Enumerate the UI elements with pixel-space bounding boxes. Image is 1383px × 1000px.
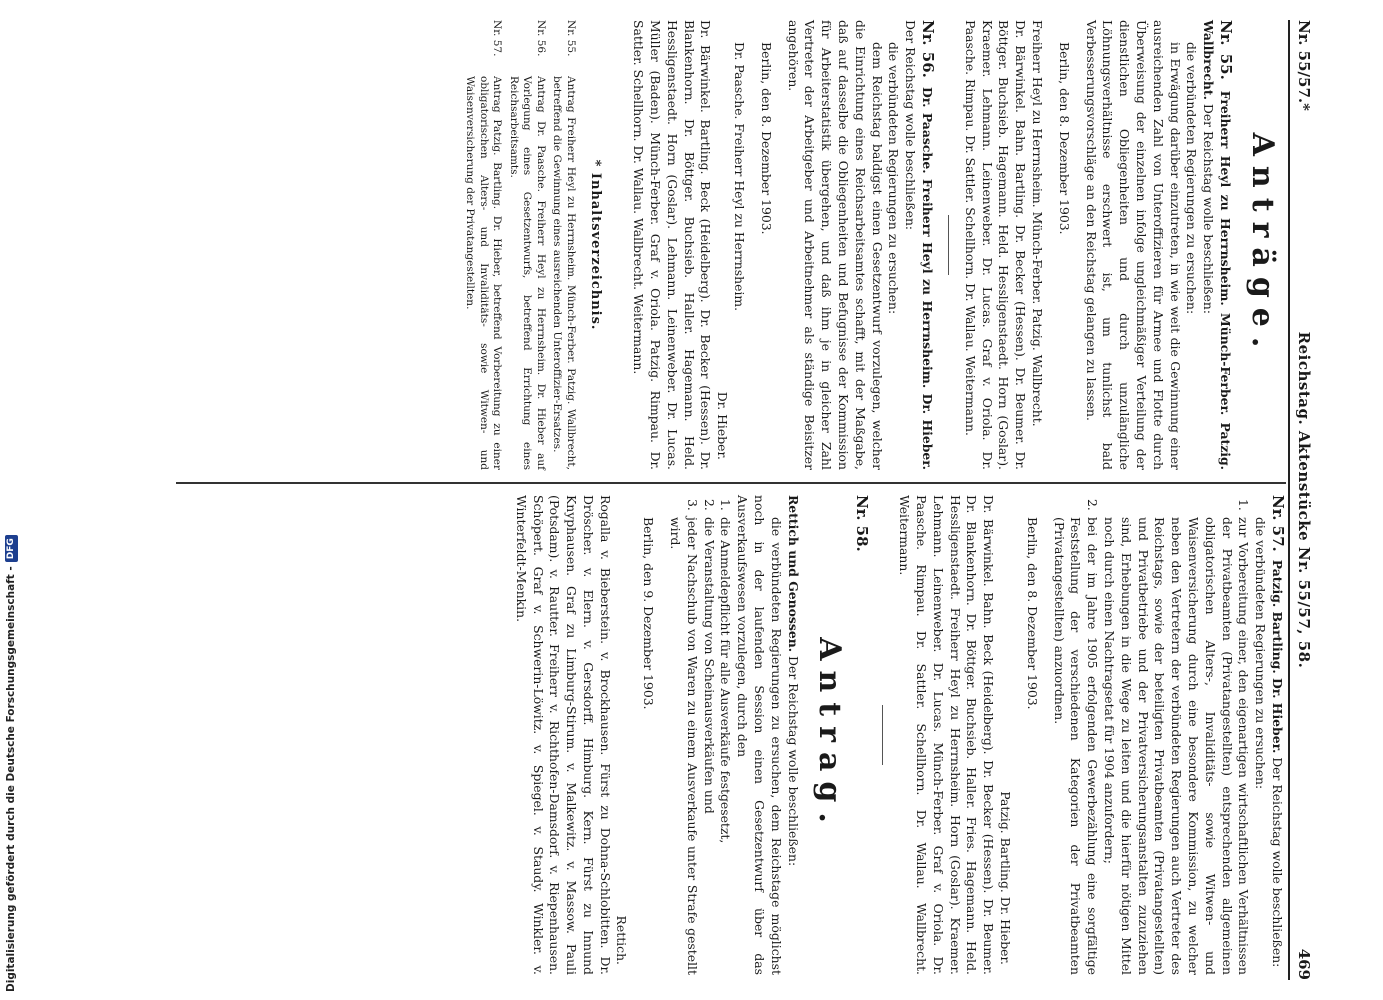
digitization-credit [4,2,18,992]
entry-signers: Patzig. Bartling. Dr. Hieber. [998,791,1014,965]
section-title-antrag: Antrag. [811,637,847,833]
entry-number: Nr. 55. [1217,20,1235,80]
entry-signers-2: Dr. Hieber. [715,391,731,460]
entry-heading [1199,20,1234,470]
entry-resolution: Der Reichstag wolle beschließen: [785,656,801,867]
entry-heading [1268,495,1286,975]
entry-cosigners: Dr. Bärwinkel. Bartling. Beck (Heidelberg). Dr. Becker (Hessen). Dr. Blankenhorn. Dr. Böttger. Buchsieb. Haller. Hagemann. Held. Hessligenstaedt. Horn (Goslar). Lehmann. Leinenweber. Dr. Lucas. Müller (Baden). Münch-Ferber. Graf v. Oriola. Patzig. Rimpau. Dr. Sattler. Schellhorn. Dr. Wallau. Wallbrecht. Weitermann. [631,20,714,470]
entry-authors: Rettich und Genossen. [785,495,801,653]
entry-cosigners: Dr. Bärwinkel. Bahn. Bartling. Dr. Becker (Hessen). Dr. Beumer. Dr. Böttger. Buchsieb. Hagemann. Held. Hessligenstaedt. Horn (Goslar). Kraemer. Lehmann. Leinenweber. Dr. Lucas. Graf v. Oriola. Dr. Paasche. Rimpau. Dr. Sattler. Schellhorn. Dr. Wallau. Weitermann. [962,20,1029,470]
credit-text: Digitalisierung gefördert durch die Deutsche Forschungsgemeinschaft - [5,566,17,992]
entry-authors: Freiherr Heyl zu Herrnsheim. Münch-Ferber. Patzig. Wallbrecht. [1201,20,1233,470]
page-number: 469 [1295,948,1314,980]
toc-item-number: Nr. 55. [564,20,577,57]
toc-item [506,20,547,470]
list-item [1100,495,1251,975]
list-item-number: 3. [684,499,700,511]
toc-item [550,20,577,470]
entry-authors: Patzig. Bartling. Dr. Hieber. [1270,559,1285,754]
entry-signers: Dr. Paasche. Freiherr Heyl zu Herrnsheim. [732,42,748,312]
header-title: Reichstag. Aktenstücke Nr. 55/57, 58. [1295,331,1314,669]
toc-item-number: Nr. 57. [491,20,504,57]
section-title-antraege: Anträge. [1245,132,1280,358]
entry-heading [901,20,936,470]
list-item-text: jeder Nachschub von Waren zu einem Ausverkaufe unter Strafe gestellt wird. [668,517,700,975]
entry-resolution: Der Reichstag wolle beschließen: [903,20,919,231]
list-item-text: die Anmeldepflicht für alle Ausverkäufe festgesetzt, [718,517,734,844]
entry-date: Berlin, den 8. Dezember 1903. [758,42,774,235]
column-divider [176,482,1286,484]
list-item [1050,495,1100,975]
separator-rule [882,705,883,765]
list-item [666,495,700,975]
scanned-page [72,0,1332,1000]
toc-item-number: Nr. 56. [534,20,547,57]
entry-heading-2 [784,495,801,975]
toc-item-text: Antrag Dr. Paasche. Freiherr Heyl zu Herrnsheim. Dr. Hieber auf Vorlegung eines Gesetzentwurfs, betreffend Errichtung eines Reichsarbeitsamts. [507,76,547,470]
entry-number: Nr. 57. [1269,495,1287,552]
list-item-number: 2. [1085,499,1101,511]
entry-resolution: Der Reichstag wolle beschließen: [1270,757,1285,968]
entry-body: die verbündeten Regierungen zu ersuchen, dem Reichstage möglichst noch in der laufenden Session einen Gesetzentwurf über das Ausverkaufswesen vorzulegen, durch den [735,495,784,975]
list-item-number: 1. [718,499,734,511]
list-item-text: zur Vorbereitung einer, den eigenartigen wirtschaftlichen Verhältnissen der Privatbeamten (Privatangestellten) entsprechenden allgemeinen obligatorischen Alters-, Invaliditäts- sowie Witwen- und Waisenversicherung durch eine besondere Kommission, zu welcher neben den Vertretern der verbündeten Regierungen auch Vertreter des Reichstags, sowie der beteiligten Privatbeamten (Privatangestellten) und Privatbetriebe und der Privatversicherungsanstalten zuzuziehen sind, Erhebungen in die Wege zu leiten und die hierfür nötigen Mittel noch durch einen Nachtragsetat für 1904 anzufordern; [1102,517,1252,975]
entry-nr58 [512,495,871,975]
entry-body: dem Reichstag baldigst einen Gesetzentwurf vorzulegen, welcher die Einrichtung eines Reichsarbeitsamtes schafft, mit der Maßgabe, daß auf dasselbe die Obliegenheiten und Befugnisse der Kommission für Arbeiterstatistik übergehen, und daß ihm je in gleicher Zahl Vertreter der Arbeitgeber und Arbeitnehmer als ständige Beisitzer angehören. [785,20,885,470]
entry-cosigners: Dr. Bärwinkel. Bahn. Beck (Heidelberg). Dr. Becker (Hessen). Dr. Beumer. Dr. Blankenhorn. Dr. Böttger. Buchsieb. Haller. Fries. Hagemann. Held. Hessligenstaedt. Freiherr Heyl zu Herrnsheim. Horn (Goslar). Kraemer. Lehmann. Leinenweber. Dr. Lucas. Münch-Ferber. Graf v. Oriola. Dr. Paasche. Rimpau. Dr. Sattler. Schellhorn. Dr. Wallau. Wallbrecht. Weitermann. [897,495,997,975]
entry-number: Nr. 56. [919,20,938,78]
entry-date: Berlin, den 9. Dezember 1903. [641,517,657,710]
list-item [717,495,734,975]
left-column [96,20,1286,470]
entry-nr55 [961,20,1234,470]
toc-item-text: Antrag Freiherr Heyl zu Herrnsheim. Münch-Ferber. Patzig. Wallbrecht, betreffend die Gewinnung eines ausreichenden Unteroffizier-Ersatzes. [551,76,577,470]
separator-rule [948,215,949,275]
entry-nr57 [895,495,1286,975]
dfg-logo: DFG [5,535,18,562]
entry-request: die verbündeten Regierungen zu ersuchen: [886,42,902,315]
entry-heading [853,495,871,975]
entry-resolution: Der Reichstag wolle beschließen: [1201,103,1217,315]
entry-signer: Rettich. [614,915,630,965]
toc-item-text: Antrag Patzig. Bartling. Dr. Hieber, betreffend Vorbereitung zu einer obligatorischen Alters- und Invaliditäts- sowie Witwen- und Waisenversicherung der Privatangestellten. [464,76,504,470]
right-column [96,495,1286,975]
list-item-text: die Veranstaltung von Scheinausverkäufen und [701,517,717,814]
list-item [700,495,717,975]
list-item-number: 2. [701,499,717,511]
entry-cosigners: Rogalla v. Bieberstein. v. Brockhausen. Fürst zu Dohna-Schlobitten. Dr. Dröscher. v. Elern. v. Gersdorff. Himburg. Kern. Fürst zu Innund Knyphausen. Graf zu Limburg-Stirum. v. Malkewitz. v. Massow. Pauli (Potsdam). v. Rautter. Freiherr v. Richthofen-Damsdorf. v. Riepenhausen. Schöpert. Graf v. Schwerin-Löwitz. v. Spiegel. v. Staudy. Winkler. v. Winterfeldt-Menkin. [513,495,613,975]
header-left: Nr. 55/57.* [1295,20,1314,111]
entry-signers: Freiherr Heyl zu Herrnsheim. Münch-Ferber. Patzig. Wallbrecht. [1030,20,1046,427]
entry-authors: Dr. Paasche. Freiherr Heyl zu Herrnsheim. Dr. Hieber. [920,86,936,470]
entry-number: Nr. 58. [853,495,872,552]
entry-request: die verbündeten Regierungen zu ersuchen: [1253,517,1269,790]
page-header [1288,20,1318,980]
entry-body: in Erwägung darüber einzutreten, in wie weit die Gewinnung einer ausreichenden Zahl von Unteroffizieren für Armee und Flotte durch Überweisung der einzelnen infolge ungleichmäßiger Verteilung der dienstlichen Obliegenheiten und durch unzulängliche Löhnungsverhältnisse erschwert ist, um tunlichst bald Verbesserungsvorschläge an den Reichstag gelangen zu lassen. [1083,20,1183,470]
entry-date: Berlin, den 8. Dezember 1903. [1024,517,1040,710]
list-item-number: 1. [1236,499,1252,511]
entry-request: die verbündeten Regierungen zu ersuchen: [1184,42,1200,315]
list-item-text: bei der im Jahre 1905 erfolgenden Gewerbezählung eine sorgfältige Feststellung der verschiedenen Kategorien der Privatbeamten (Privatangestellten) anzuordnen. [1051,517,1101,975]
entry-nr56 [630,20,937,470]
entry-date: Berlin, den 8. Dezember 1903. [1056,42,1072,235]
toc-title: * Inhaltsverzeichnis. [588,159,604,331]
toc-item [463,20,504,470]
table-of-contents [463,20,577,470]
